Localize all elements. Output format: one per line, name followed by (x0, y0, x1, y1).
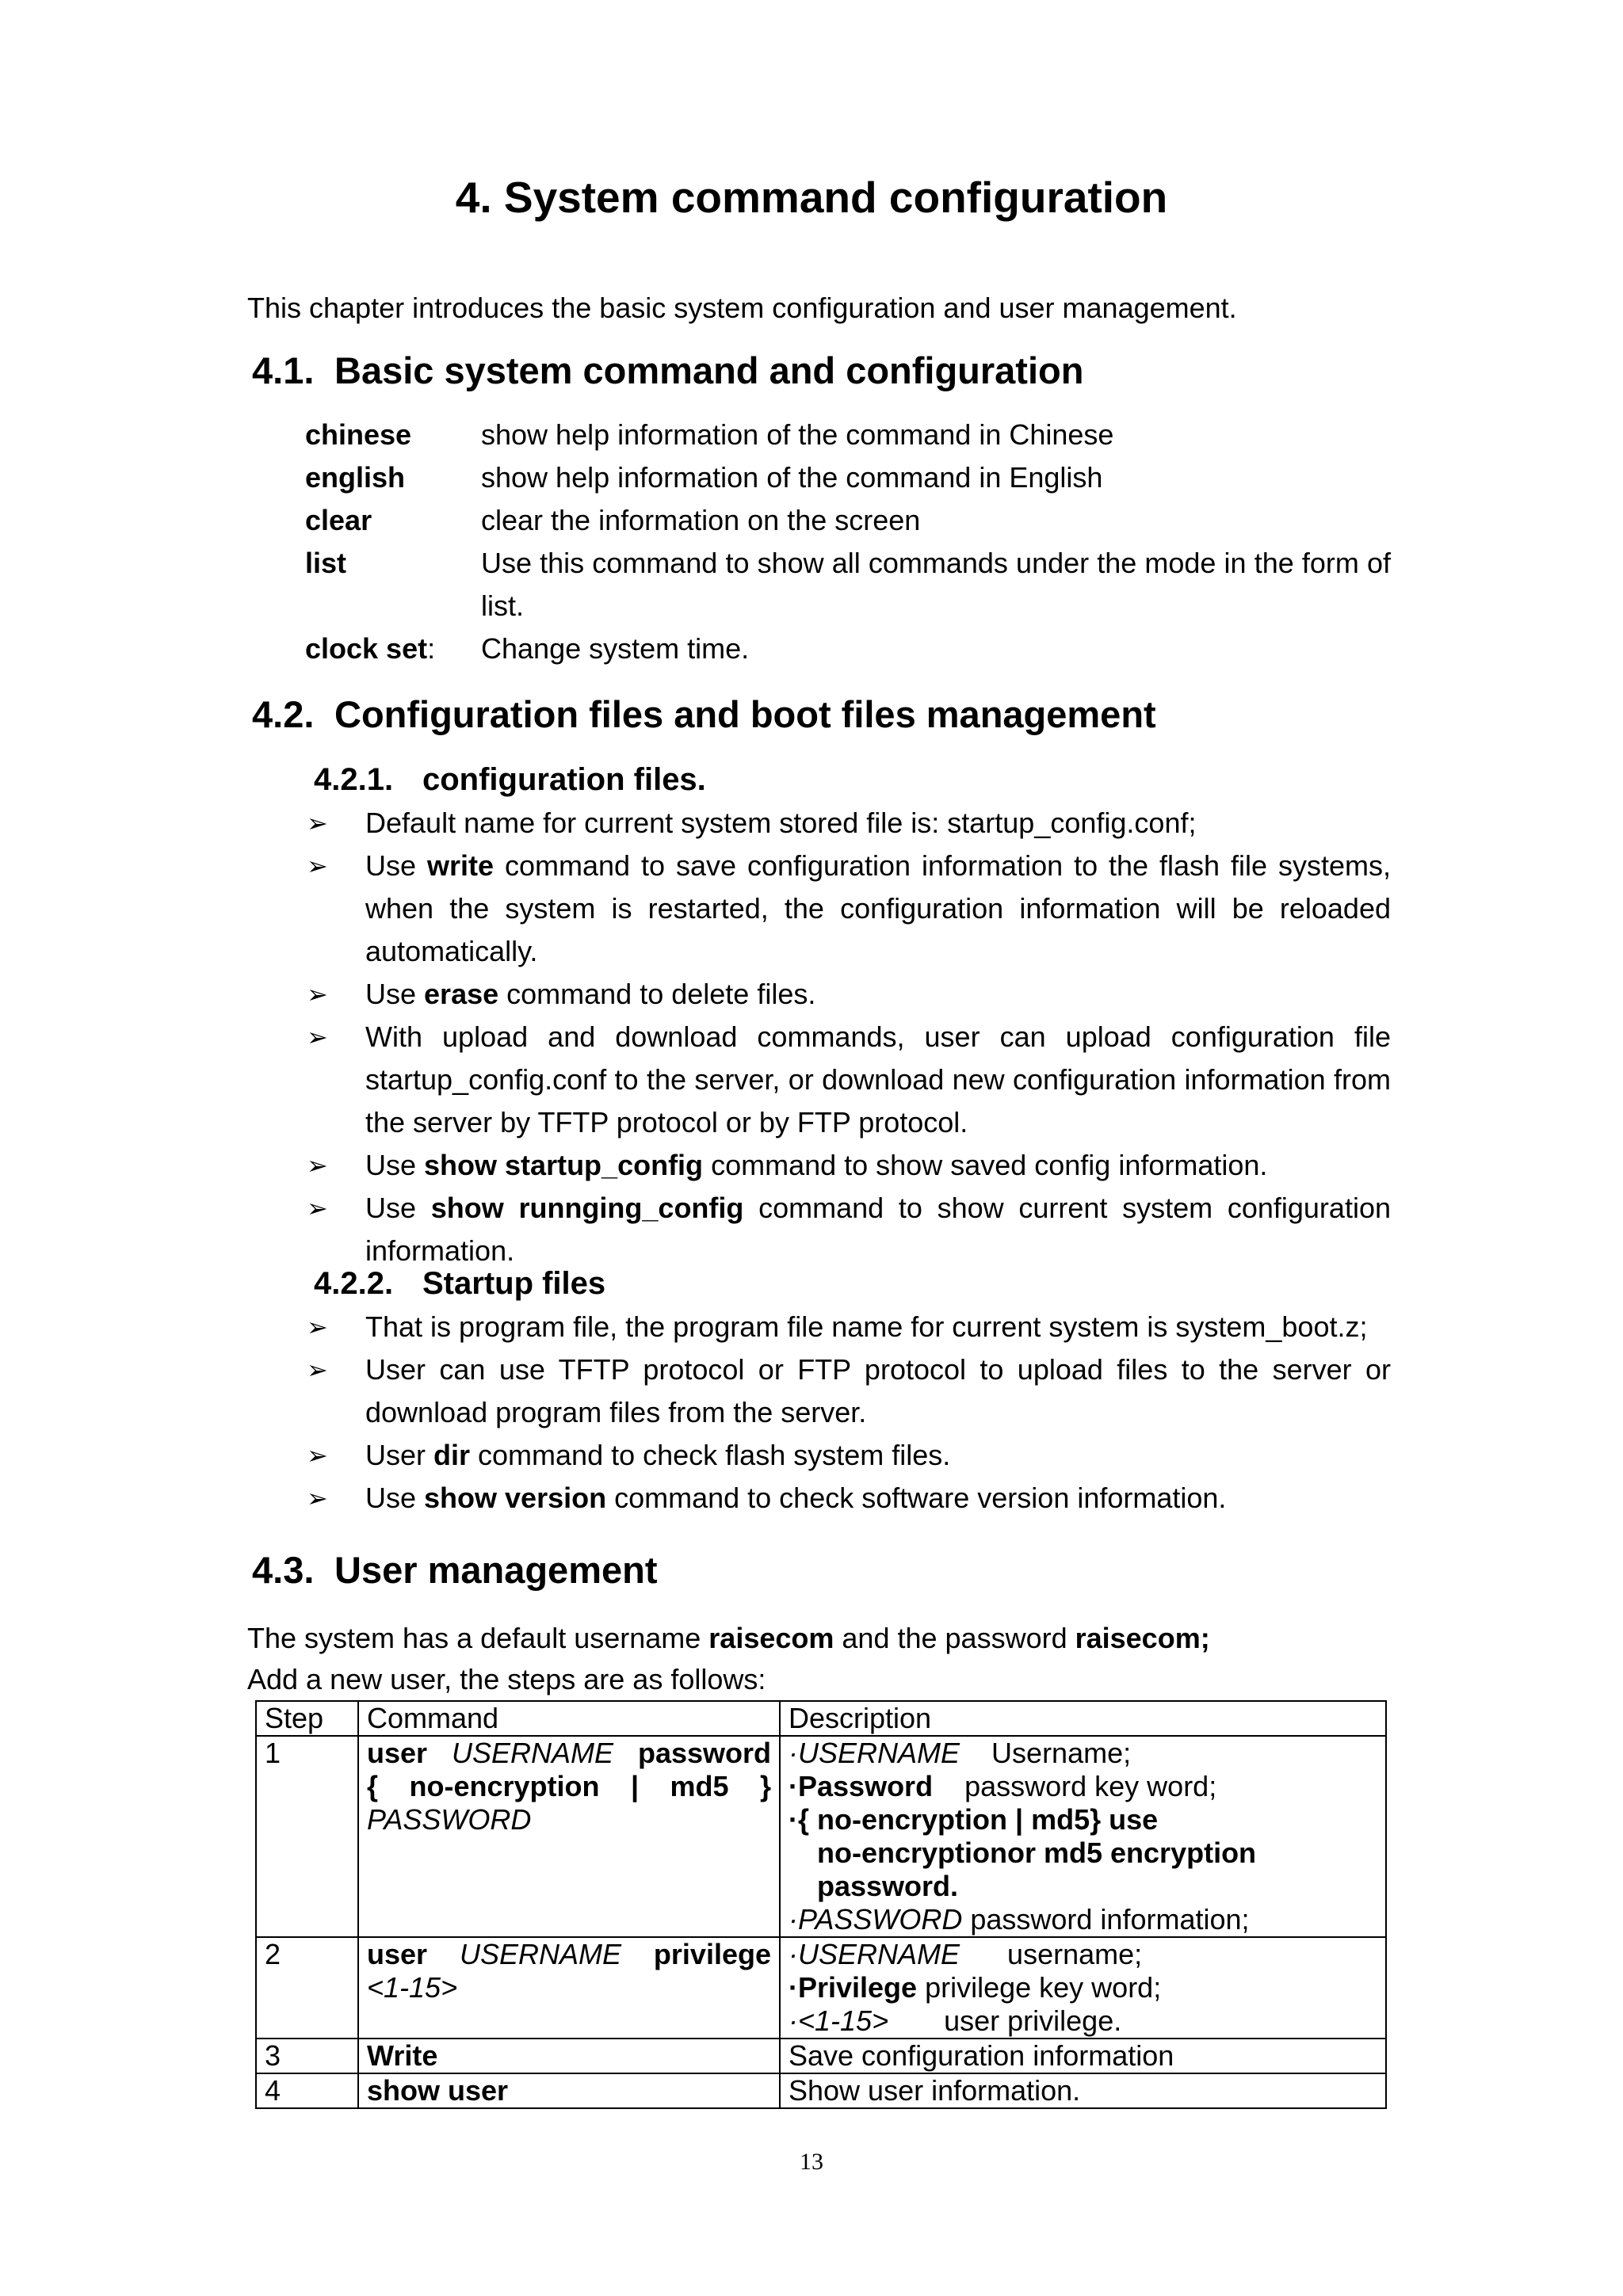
subsection-title: Startup files (422, 1266, 606, 1301)
chapter-title: 4. System command configuration (455, 173, 1168, 222)
bullet-text (365, 1306, 1391, 1348)
description-cell (780, 1736, 1386, 1937)
step-cell: 2 (256, 1937, 358, 2039)
text-segment: and the password (834, 1622, 1075, 1654)
text-segment: The system has a default username (247, 1622, 709, 1654)
desc-param: ·USERNAME (789, 1938, 960, 1970)
desc-line (789, 1938, 1377, 1971)
desc-param: ·USERNAME (789, 1737, 960, 1769)
definition-row (305, 456, 1391, 499)
step-cell: 3 (256, 2039, 358, 2073)
desc-text: privilege key word; (917, 1971, 1162, 2004)
arrow-bullet-icon: ➢ (307, 1484, 328, 1512)
bullet-command: show runnging_config (430, 1192, 744, 1224)
bullet-text (365, 1187, 1391, 1272)
list-item (305, 1348, 1391, 1434)
command-description: Use this command to show all commands under the mode in the form of list. (481, 547, 1391, 622)
desc-line: no-encryptionor md5 encryption (817, 1836, 1257, 1869)
desc-line (789, 1903, 1377, 1936)
description-cell: Show user information. (780, 2073, 1386, 2108)
bullet-text (365, 1144, 1391, 1187)
table-row (256, 2039, 1386, 2073)
desc-text: password information; (962, 1903, 1250, 1936)
list-item (305, 1306, 1391, 1348)
desc-text: password key word; (964, 1770, 1217, 1802)
command-cell (358, 2073, 780, 2108)
cmd-param: PASSWORD (367, 1803, 532, 1836)
description-cell: Save configuration information (780, 2039, 1386, 2073)
bullet-text-pre: Use (365, 1149, 425, 1181)
arrow-bullet-icon: ➢ (307, 852, 328, 880)
bullet-text (365, 1016, 1391, 1144)
chapter-intro: This chapter introduces the basic system configuration and user management. (247, 292, 1237, 324)
list-item (305, 1477, 1391, 1520)
default-username: raisecom (708, 1622, 834, 1654)
startup-files-bullet-list (305, 1306, 1391, 1520)
desc-line: password. (817, 1870, 959, 1902)
definition-row (305, 414, 1391, 456)
header-description: Description (780, 1701, 1386, 1736)
command-term: english (305, 461, 406, 494)
bullet-text-post: command to show current system configuration information. (365, 1192, 1391, 1267)
command-cell (358, 1736, 780, 1937)
desc-line (789, 1971, 1377, 2004)
cmd-keyword: Write (367, 2039, 438, 2072)
table-row (256, 1937, 1386, 2039)
add-user-intro: Add a new user, the steps are as follows: (247, 1663, 766, 1695)
desc-param: ·<1-15> (789, 2004, 889, 2037)
default-credentials-text (247, 1621, 1210, 1656)
arrow-bullet-icon: ➢ (307, 1313, 328, 1341)
step-cell: 1 (256, 1736, 358, 1937)
bullet-text-pre: Use (365, 849, 427, 882)
list-item (305, 1187, 1391, 1272)
list-item (305, 1434, 1391, 1477)
desc-keyword: ·Password (789, 1770, 934, 1802)
header-command: Command (358, 1701, 780, 1736)
bullet-text-post: command to show saved config information. (703, 1149, 1268, 1181)
command-term: list (305, 547, 347, 579)
section-4-2-heading (252, 691, 1156, 738)
command-description: Change system time. (481, 632, 750, 665)
desc-keyword: ·{ no-encryption | md5} use (789, 1803, 1159, 1836)
bullet-text-pre: User (365, 1439, 434, 1471)
command-definition-list (305, 414, 1391, 670)
bullet-command: erase (424, 978, 499, 1010)
command-term: chinese (305, 418, 412, 451)
step-cell: 4 (256, 2073, 358, 2108)
arrow-bullet-icon: ➢ (307, 1151, 328, 1180)
config-files-bullet-list (305, 802, 1391, 1272)
subsection-4-2-2-heading (314, 1263, 605, 1304)
bullet-command: show startup_config (424, 1149, 704, 1181)
list-item (305, 802, 1391, 845)
cmd-options: { no-encryption | md5 } (367, 1770, 771, 1802)
command-term-text: clock set (305, 632, 428, 665)
bullet-text (365, 1434, 1391, 1477)
command-term (305, 627, 481, 670)
cmd-keyword: user (367, 1938, 428, 1970)
bullet-text-pre: With upload and download commands, user can upload configuration file startup_config.conf to the server, or download new configuration information from the server by TFTP protocol or by FTP protocol. (365, 1020, 1391, 1138)
section-title: Configuration files and boot files management (334, 693, 1156, 735)
desc-text: Username; (991, 1737, 1132, 1769)
desc-text: user privilege. (944, 2004, 1122, 2037)
cmd-keyword: show user (367, 2074, 509, 2107)
desc-line (789, 2004, 1377, 2038)
command-term: clear (305, 504, 372, 536)
command-cell (358, 1937, 780, 2039)
section-title: User management (334, 1549, 658, 1591)
table-row (256, 2073, 1386, 2108)
cmd-param: USERNAME (459, 1938, 621, 1970)
header-step: Step (256, 1701, 358, 1736)
desc-line (789, 1770, 1377, 1803)
arrow-bullet-icon: ➢ (307, 1356, 328, 1384)
definition-row (305, 542, 1391, 627)
bullet-text (365, 802, 1391, 845)
bullet-command: show version (424, 1482, 607, 1514)
command-description: show help information of the command in Chinese (481, 418, 1114, 451)
bullet-command: dir (433, 1439, 471, 1471)
subsection-title: configuration files. (422, 762, 706, 797)
cmd-param: <1-15> (367, 1971, 458, 2004)
definition-row (305, 499, 1391, 542)
arrow-bullet-icon: ➢ (307, 1441, 328, 1470)
cmd-keyword: password (637, 1737, 771, 1769)
list-item (305, 1016, 1391, 1144)
arrow-bullet-icon: ➢ (307, 809, 328, 837)
bullet-text-pre: User can use TFTP protocol or FTP protocol to upload files to the server or download program files from the server. (365, 1353, 1391, 1428)
section-4-1-heading (252, 347, 1083, 395)
cmd-keyword: user (367, 1737, 428, 1769)
section-4-3-heading (252, 1547, 658, 1594)
arrow-bullet-icon: ➢ (307, 1023, 328, 1051)
definition-row (305, 627, 1391, 670)
bullet-text-pre: Use (365, 1482, 425, 1514)
section-number: 4.3. (252, 1549, 315, 1591)
desc-text: username; (1007, 1938, 1143, 1970)
command-description: show help information of the command in English (481, 461, 1103, 494)
list-item (305, 973, 1391, 1016)
subsection-number: 4.2.1. (314, 762, 394, 797)
command-cell (358, 2039, 780, 2073)
list-item (305, 845, 1391, 973)
bullet-text-post: command to check software version information. (606, 1482, 1227, 1514)
subsection-4-2-1-heading (314, 759, 706, 800)
arrow-bullet-icon: ➢ (307, 980, 328, 1009)
bullet-text (365, 973, 1391, 1016)
command-description: clear the information on the screen (481, 504, 921, 536)
cmd-param: USERNAME (451, 1737, 614, 1769)
description-cell (780, 1937, 1386, 2039)
section-number: 4.2. (252, 693, 315, 735)
term-suffix: : (427, 632, 436, 665)
bullet-text-post: command to delete files. (498, 978, 816, 1010)
add-user-steps-table (255, 1700, 1387, 2109)
bullet-text-pre: Use (365, 978, 425, 1010)
cmd-keyword: privilege (653, 1938, 771, 1970)
bullet-text (365, 1477, 1391, 1520)
bullet-text-pre: Use (365, 1192, 431, 1224)
page-number: 13 (800, 2149, 823, 2175)
desc-line (789, 1737, 1377, 1770)
bullet-text-pre: That is program file, the program file name for current system is system_boot.z; (365, 1310, 1368, 1343)
default-password: raisecom; (1075, 1622, 1210, 1654)
bullet-text-post: command to save configuration information to the flash file systems, when the system is restarted, the configuration information will be reloaded automatically. (365, 849, 1392, 967)
bullet-text-post: command to check flash system files. (470, 1439, 951, 1471)
bullet-command: write (426, 849, 495, 882)
subsection-number: 4.2.2. (314, 1266, 394, 1301)
desc-param: ·PASSWORD (789, 1903, 963, 1936)
desc-keyword: ·Privilege (789, 1971, 918, 2004)
bullet-text (365, 845, 1391, 973)
list-item (305, 1144, 1391, 1187)
bullet-text (365, 1348, 1391, 1434)
bullet-text-pre: Default name for current system stored file is: startup_config.conf; (365, 807, 1197, 839)
table-header-row (256, 1701, 1386, 1736)
section-number: 4.1. (252, 349, 315, 391)
section-title: Basic system command and configuration (334, 349, 1084, 391)
table-row (256, 1736, 1386, 1937)
arrow-bullet-icon: ➢ (307, 1194, 328, 1222)
desc-line (789, 1803, 1377, 1836)
